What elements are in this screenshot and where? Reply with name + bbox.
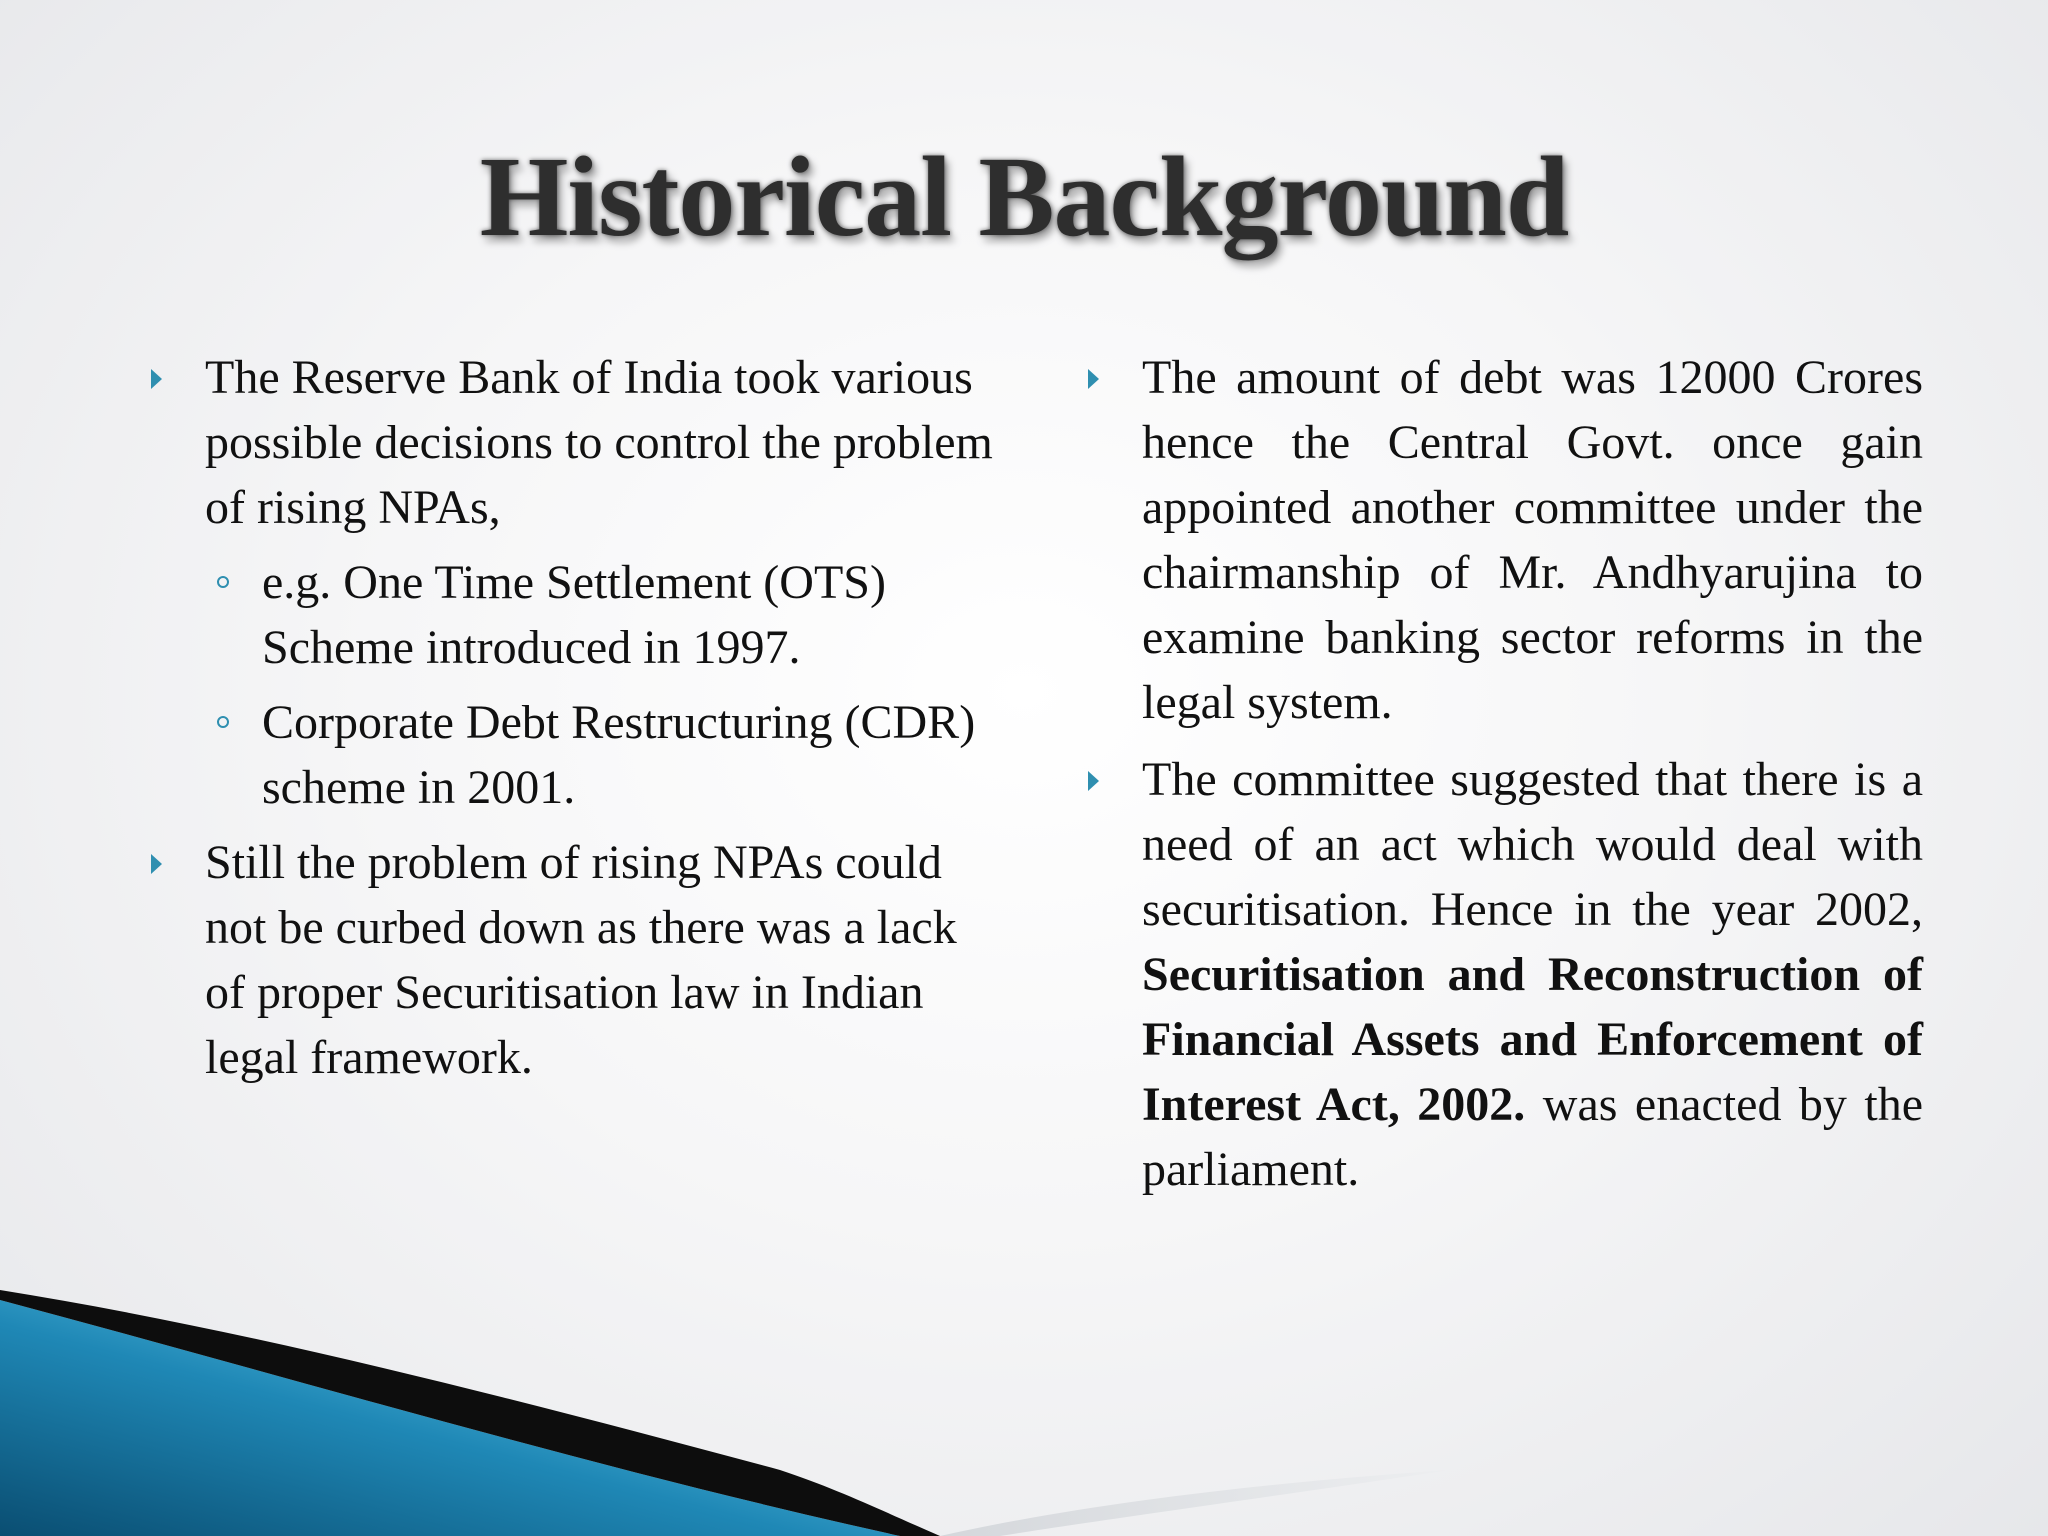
wave-grey-band (940, 1470, 1450, 1536)
right-bullet-1-text: The amount of debt was 12000 Crores hence the Central Govt. once gain appointed another committee under the chairmanship of Mr. Andhyarujina to examine banking sector reforms in the legal system. (1142, 351, 1923, 729)
circle-bullet-icon (217, 716, 229, 728)
wave-blue-band (0, 1300, 900, 1536)
right-bullet-2-text-end: was enacted by the parliament. (1142, 1078, 1924, 1196)
right-column (1083, 345, 1923, 1202)
left-sub-bullet-2 (205, 690, 1006, 820)
left-bullet-1 (146, 345, 1006, 540)
triangle-bullet-icon (1088, 369, 1099, 389)
left-column (146, 345, 1006, 1090)
right-bullet-2-text-start: The committee suggested that there is a need of an act which would deal with securitisation. Hence in the year 2002, (1142, 753, 1923, 936)
left-sub-bullet-1-text: e.g. One Time Settlement (OTS) Scheme introduced in 1997. (262, 556, 886, 674)
left-bullet-1-text: The Reserve Bank of India took various possible decisions to control the problem of rising NPAs, (205, 351, 993, 534)
wave-black-stripe (0, 1290, 940, 1536)
triangle-bullet-icon (151, 854, 162, 874)
left-sub-bullet-2-text: Corporate Debt Restructuring (CDR) scheme in 2001. (262, 696, 976, 814)
right-bullet-2 (1083, 747, 1923, 1202)
act-name-bold: Securitisation and Reconstruction of Financial Assets and Enforcement of Interest Act, 2002. (1142, 948, 1923, 1131)
slide-title: Historical Background (479, 133, 1569, 260)
circle-bullet-icon (217, 576, 229, 588)
right-bullet-1 (1083, 345, 1923, 735)
triangle-bullet-icon (1088, 771, 1099, 791)
left-sub-bullet-1 (205, 550, 1006, 680)
triangle-bullet-icon (151, 369, 162, 389)
left-bullet-2 (146, 830, 1006, 1090)
left-bullet-2-text: Still the problem of rising NPAs could not be curbed down as there was a lack of proper Securitisation law in Indian legal framework. (205, 836, 957, 1084)
